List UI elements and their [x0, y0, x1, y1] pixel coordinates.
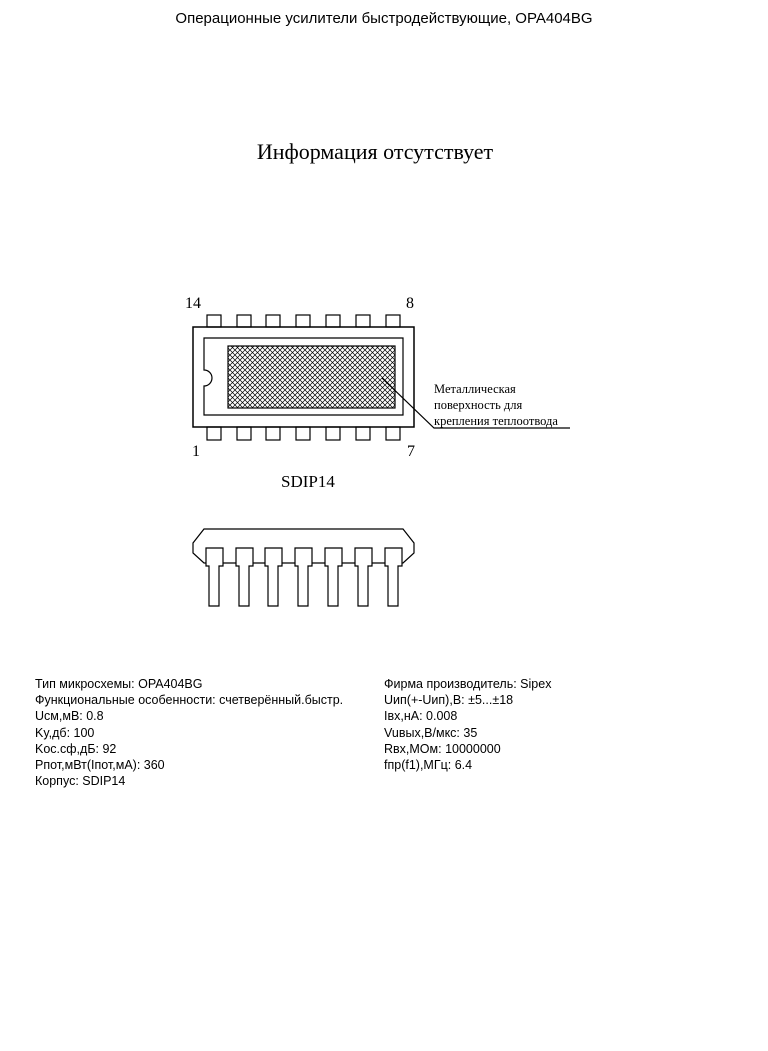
spec-power: Pпот,мВт(Iпот,мА): 360 [35, 757, 165, 772]
package-side-view [193, 529, 414, 606]
spec-input-resistance: Rвх,МОм: 10000000 [384, 741, 501, 756]
metal-heat-sink-surface [228, 346, 395, 408]
bottom-pins [207, 427, 400, 440]
pin-label-14: 14 [185, 295, 201, 312]
spec-gain: Ky,дб: 100 [35, 725, 95, 740]
side-leads [206, 548, 402, 606]
specs-right-column [384, 676, 551, 773]
spec-offset-voltage: Uсм,мВ: 0.8 [35, 709, 104, 724]
pin-label-7: 7 [407, 443, 415, 460]
spec-bandwidth: fпр(f1),МГц: 6.4 [384, 757, 473, 772]
spec-package: Корпус: SDIP14 [35, 774, 126, 789]
spec-slew-rate: Vuвых,В/мкс: 35 [384, 725, 478, 740]
top-pins [207, 315, 400, 327]
spec-manufacturer: Фирма производитель: Sipex [384, 677, 552, 691]
page-header-title: Операционные усилители быстродействующие, OPA404BG [175, 10, 593, 27]
spec-cmrr: Koc.cф,дБ: 92 [35, 741, 117, 756]
spec-input-current: Iвх,нА: 0.008 [384, 709, 458, 724]
callout-line-3: крепления теплоотвода [434, 414, 558, 428]
specs-left-column [35, 676, 343, 789]
package-diagram [0, 280, 768, 620]
pin-label-1: 1 [192, 443, 200, 460]
callout-line-1: Металлическая [434, 382, 516, 396]
spec-supply-voltage: Uип(+-Uип),В: ±5...±18 [384, 693, 514, 708]
info-missing-notice: Информация отсутствует [256, 139, 494, 164]
spec-chip-type: Тип микросхемы: OPA404BG [35, 677, 203, 691]
pin-label-8: 8 [406, 295, 414, 312]
callout-line-2: поверхность для [434, 398, 523, 412]
package-label: SDIP14 [281, 472, 335, 491]
spec-features: Функциональные особенности: счетверённый.быстр. [35, 693, 344, 708]
